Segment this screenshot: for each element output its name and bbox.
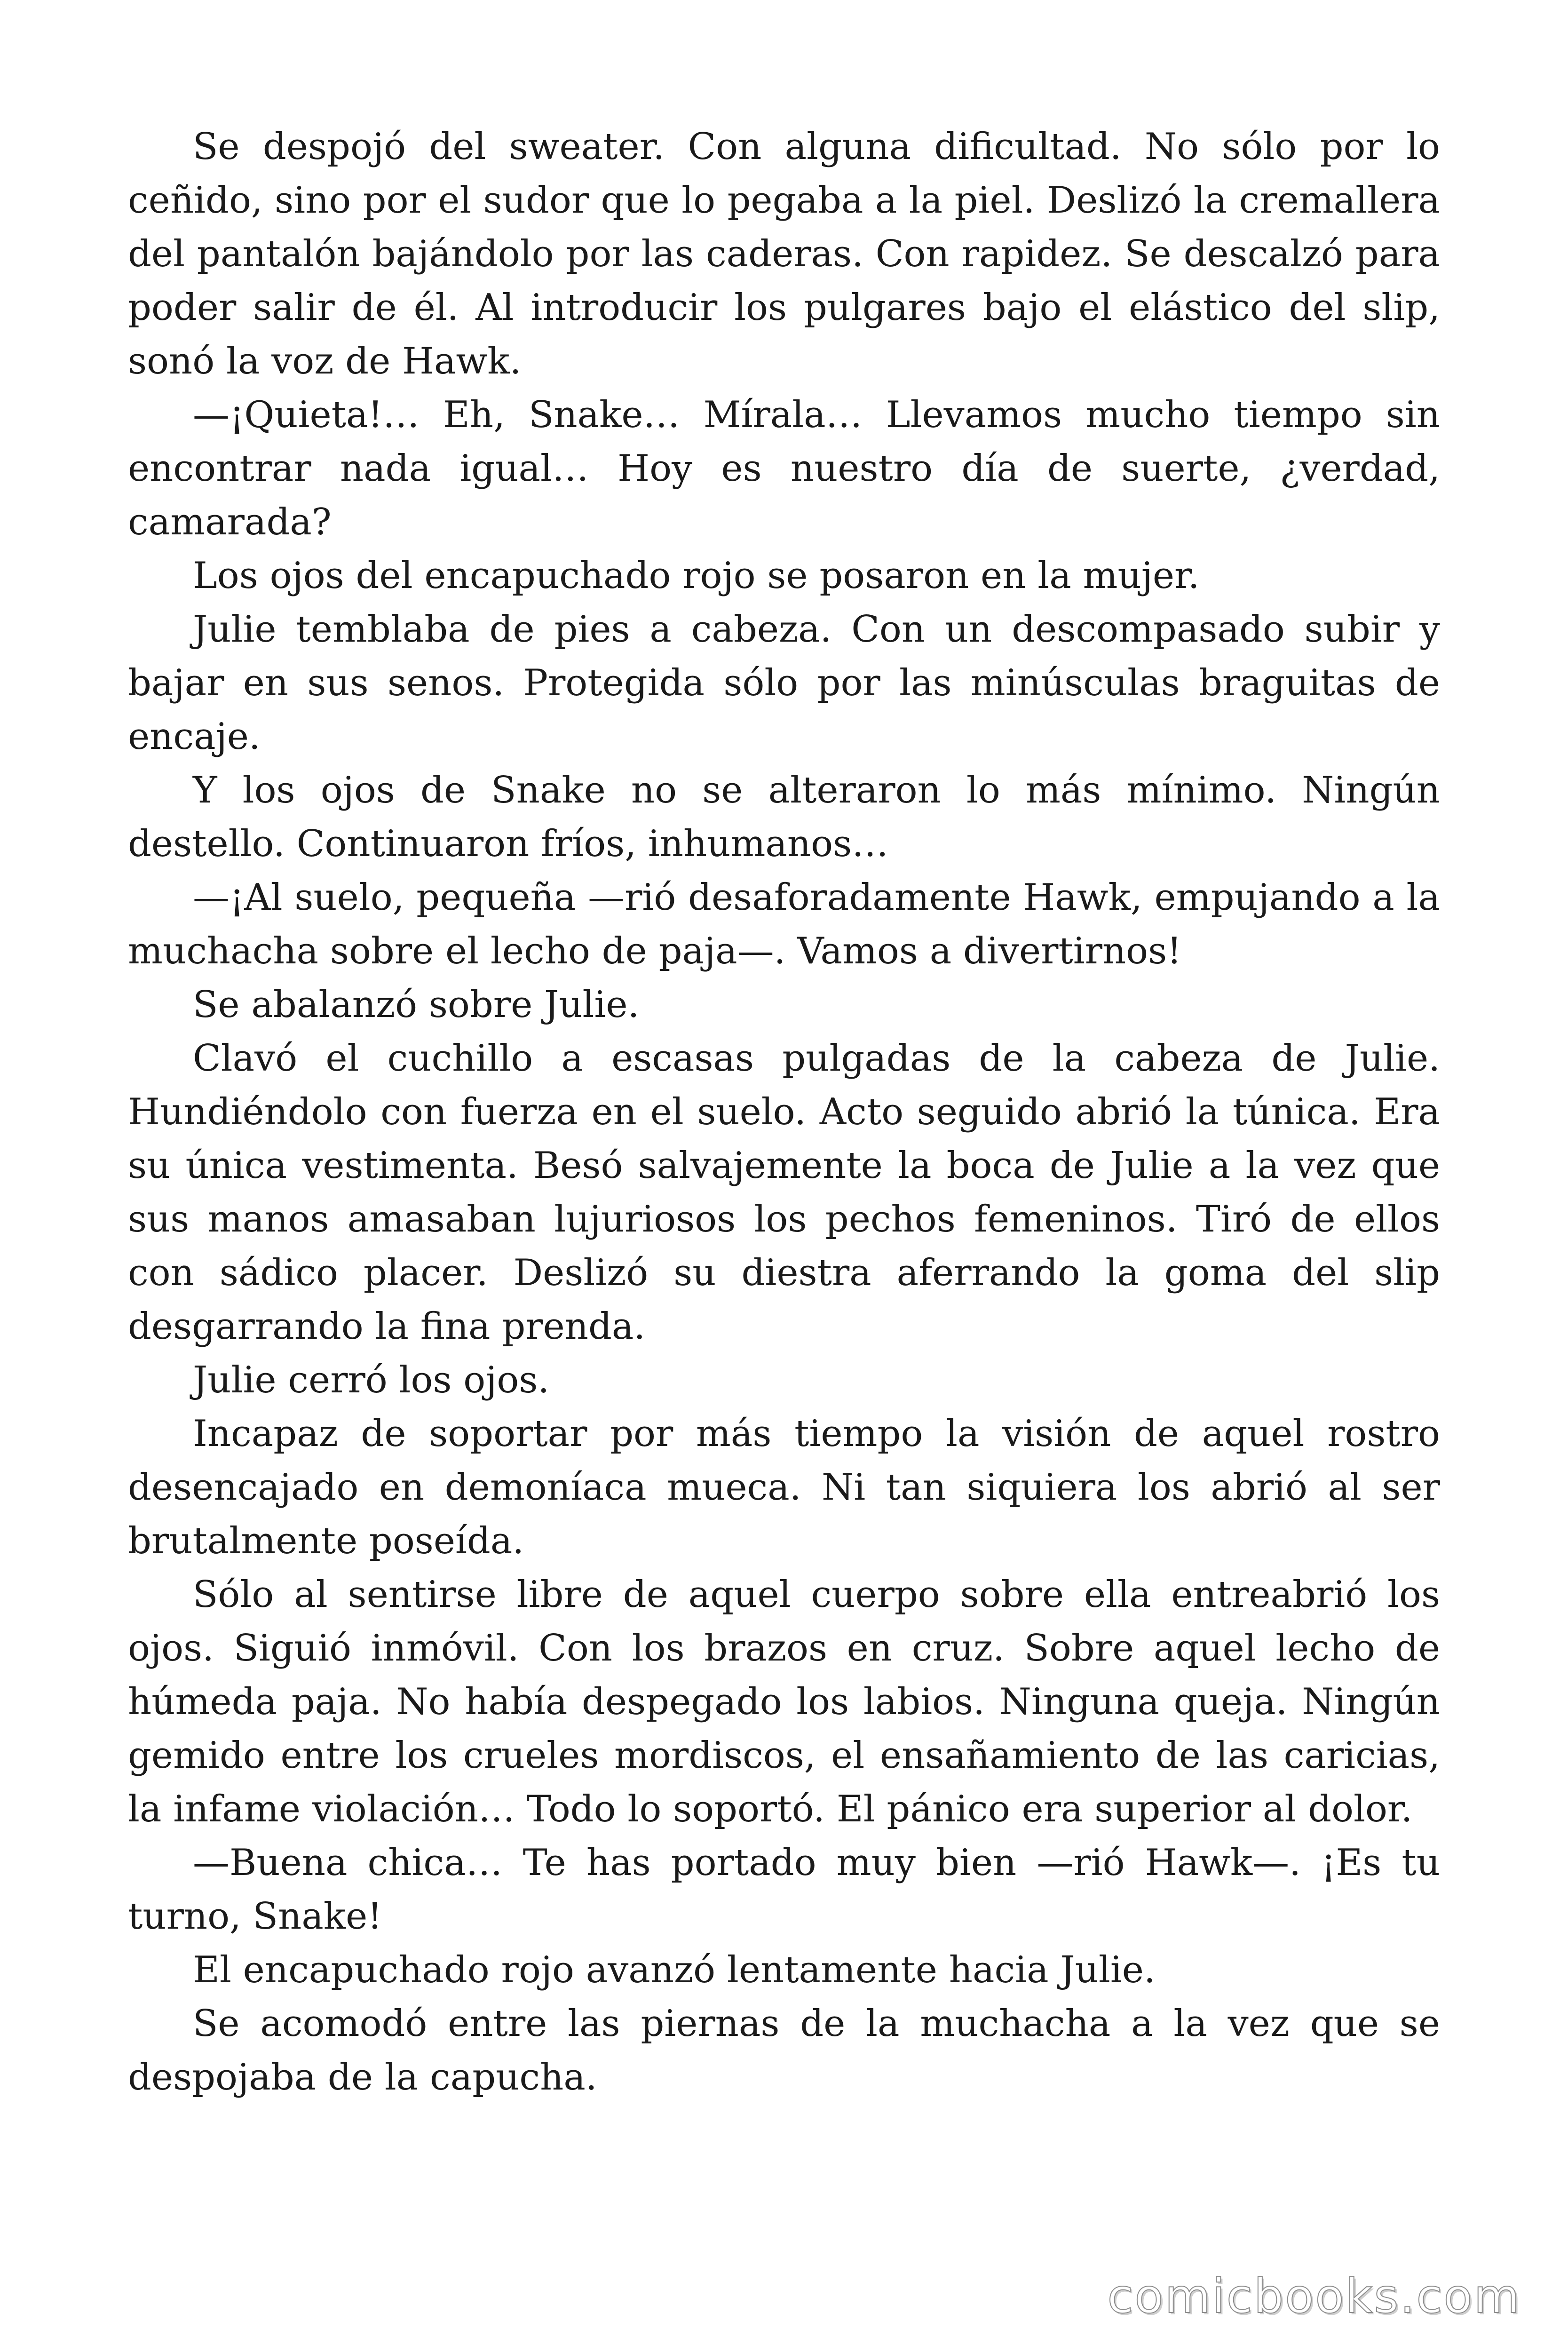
paragraph: —Buena chica… Te has portado muy bien —rió Hawk—. ¡Es tu turno, Snake! (128, 1842, 1440, 1938)
body-text (128, 120, 1440, 2104)
paragraph: Se despojó del sweater. Con alguna dificultad. No sólo por lo ceñido, sino por el sudor que lo pegaba a la piel. Deslizó la cremallera del pantalón bajándolo por las caderas. Con rapidez. Se descalzó para poder salir de él. Al introducir los pulgares bajo el elástico del slip, sonó la voz de Hawk. (128, 126, 1440, 382)
paragraph: Julie temblaba de pies a cabeza. Con un descompasado subir y bajar en sus senos. Protegida sólo por las minúsculas braguitas de encaje. (128, 608, 1440, 758)
paragraph: El encapuchado rojo avanzó lentamente hacia Julie. (193, 1949, 1156, 1991)
paragraph: Y los ojos de Snake no se alteraron lo más mínimo. Ningún destello. Continuaron fríos, inhumanos… (128, 769, 1440, 865)
paragraph: Se abalanzó sobre Julie. (193, 984, 640, 1026)
paragraph: —¡Quieta!… Eh, Snake… Mírala… Llevamos mucho tiempo sin encontrar nada igual… Hoy es nuestro día de suerte, ¿verdad, camarada? (128, 394, 1440, 543)
paragraph: Clavó el cuchillo a escasas pulgadas de la cabeza de Julie. Hundiéndolo con fuerza en el suelo. Acto seguido abrió la túnica. Era su única vestimenta. Besó salvajemente la boca de Julie a la vez que sus manos amasaban lujuriosos los pechos femeninos. Tiró de ellos con sádico placer. Deslizó su diestra aferrando la goma del slip desgarrando la fina prenda. (128, 1037, 1440, 1348)
paragraph: Sólo al sentirse libre de aquel cuerpo sobre ella entreabrió los ojos. Siguió inmóvil. Con los brazos en cruz. Sobre aquel lecho de húmeda paja. No había despegado los labios. Ninguna queja. Ningún gemido entre los crueles mordiscos, el ensañamiento de las caricias, la infame violación… Todo lo soportó. El pánico era superior al dolor. (128, 1573, 1440, 1830)
paragraph: Los ojos del encapuchado rojo se posaron en la mujer. (193, 555, 1200, 597)
watermark: comicbooks.com (1107, 2269, 1521, 2324)
paragraph: Julie cerró los ojos. (193, 1359, 550, 1401)
paragraph: Se acomodó entre las piernas de la muchacha a la vez que se despojaba de la capucha. (128, 2002, 1440, 2098)
paragraph: —¡Al suelo, pequeña —rió desaforadamente Hawk, empujando a la muchacha sobre el lecho de paja—. Vamos a divertirnos! (128, 876, 1440, 972)
paragraph: Incapaz de soportar por más tiempo la visión de aquel rostro desencajado en demoníaca mueca. Ni tan siquiera los abrió al ser brutalmente poseída. (128, 1413, 1440, 1562)
